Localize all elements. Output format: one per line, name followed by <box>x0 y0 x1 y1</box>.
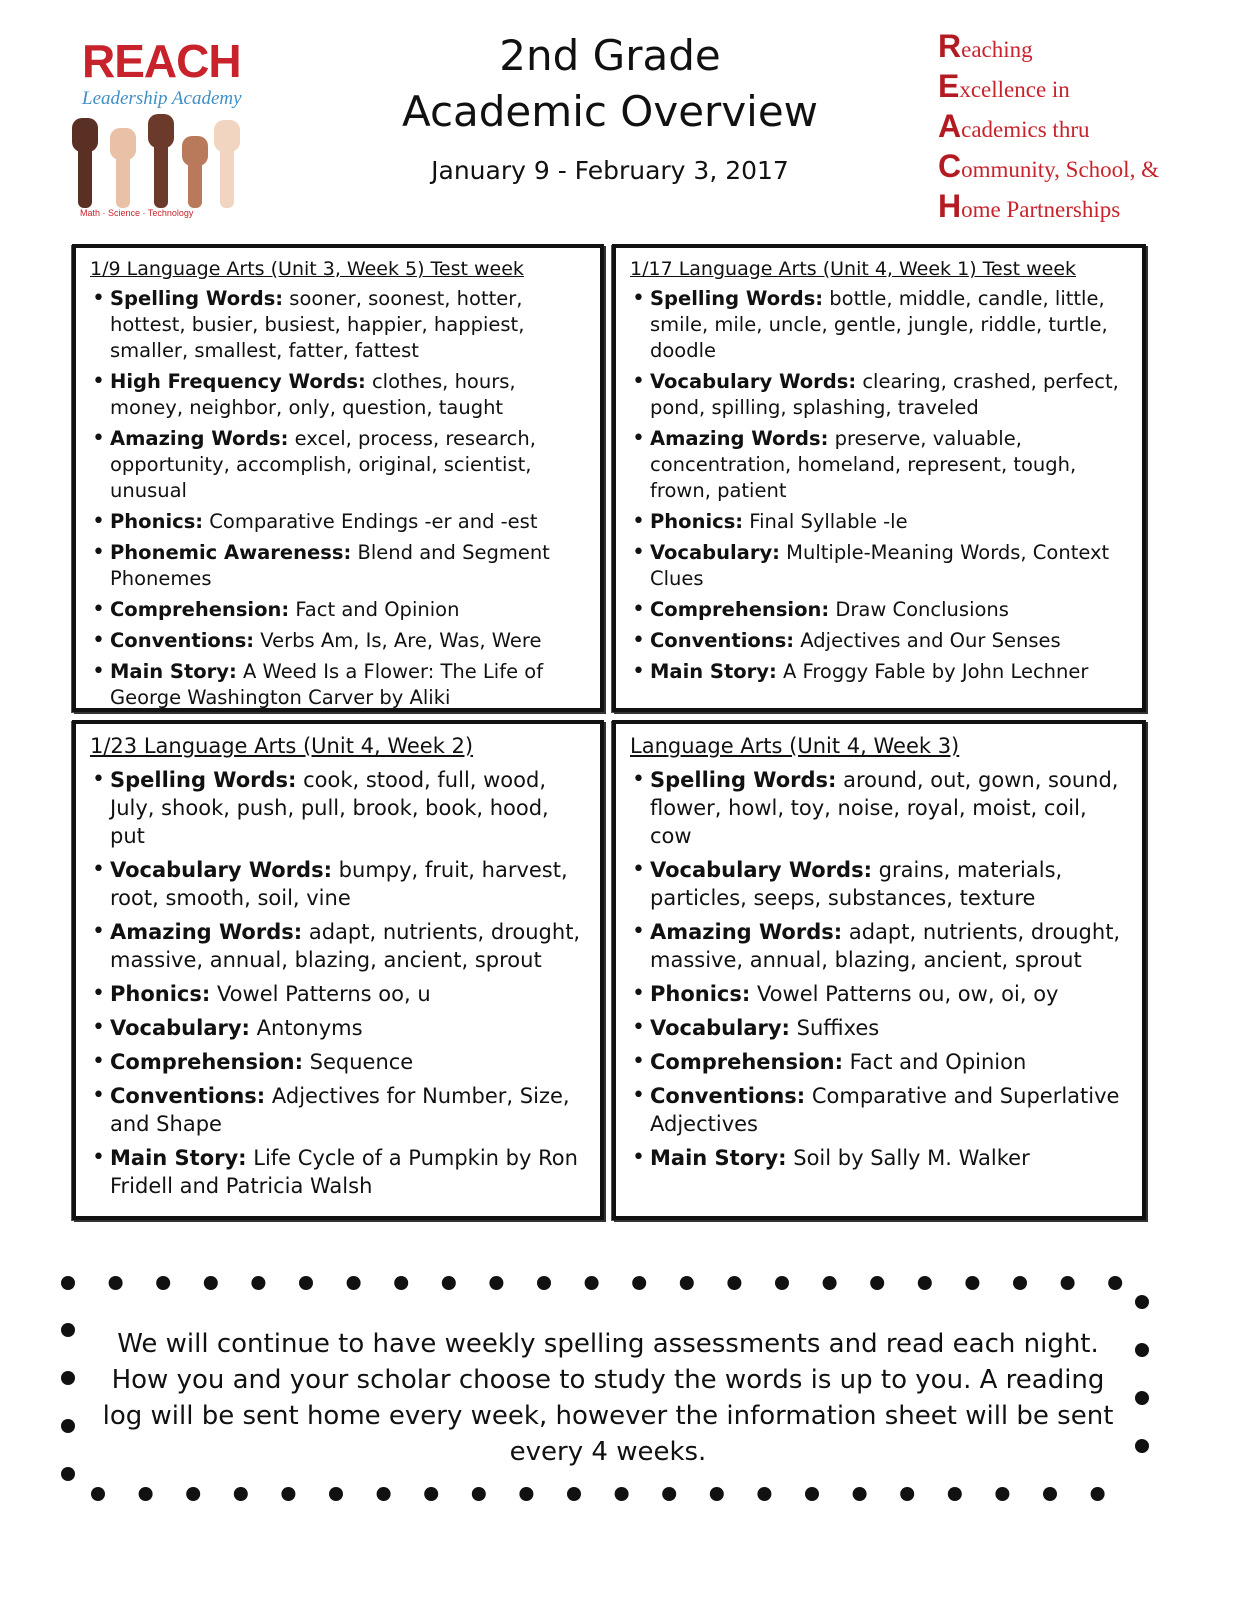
item-text: Antonyms <box>249 1016 363 1040</box>
item-label: Comprehension: <box>650 1050 843 1074</box>
border-dot <box>139 1487 153 1501</box>
border-dot <box>519 1487 533 1501</box>
border-dot <box>680 1276 694 1290</box>
item-text: Final Syllable -le <box>743 510 908 533</box>
border-dot <box>156 1276 170 1290</box>
item-text: clearing, crashed, perfect, pond, spilling, splashing, traveled <box>650 370 1119 419</box>
border-dot <box>1043 1487 1057 1501</box>
item-text: Adjectives for Number, Size, and Shape <box>110 1084 570 1136</box>
acrostic-letter: E <box>938 68 960 104</box>
item-text: clothes, hours, money, neighbor, only, question, taught <box>110 370 516 419</box>
item-label: Phonics: <box>110 982 211 1006</box>
border-dot <box>537 1276 551 1290</box>
item-label: Phonics: <box>650 510 744 533</box>
item-text: Verbs Am, Is, Are, Was, Were <box>254 629 542 652</box>
border-dot <box>442 1276 456 1290</box>
border-dot <box>61 1276 75 1290</box>
item-label: Main Story: <box>650 660 777 683</box>
item-label: Amazing Words: <box>110 920 303 944</box>
acrostic-word: eaching <box>961 37 1033 62</box>
border-dot <box>965 1276 979 1290</box>
item-label: Vocabulary Words: <box>650 370 857 393</box>
border-dot <box>1135 1343 1149 1357</box>
item-label: Main Story: <box>110 660 237 683</box>
border-dot <box>1135 1391 1149 1405</box>
footer-note: We will continue to have weekly spelling assessments and read each night. How you and your scholar choose to study the words is up to you. A reading log will be sent home every week, however the information sheet will be sent every 4 weeks. <box>102 1329 1114 1467</box>
item-label: Conventions: <box>110 1084 266 1108</box>
acrostic-letter: A <box>938 108 962 144</box>
border-dot <box>377 1487 391 1501</box>
item-label: Spelling Words: <box>110 768 297 792</box>
item-label: Spelling Words: <box>650 768 837 792</box>
border-dot <box>1135 1439 1149 1453</box>
item-label: Spelling Words: <box>110 287 284 310</box>
item-text: adapt, nutrients, drought, massive, annual, blazing, ancient, sprout <box>650 920 1121 972</box>
border-dot <box>251 1276 265 1290</box>
border-dot <box>870 1276 884 1290</box>
border-dot <box>710 1487 724 1501</box>
item-label: Phonemic Awareness: <box>110 541 352 564</box>
item-text: Fact and Opinion <box>842 1050 1027 1074</box>
item-label: Vocabulary: <box>650 1016 790 1040</box>
border-dot <box>775 1276 789 1290</box>
item-text: Vowel Patterns ou, ow, oi, oy <box>750 982 1059 1006</box>
border-dot <box>424 1487 438 1501</box>
item-label: Comprehension: <box>110 598 290 621</box>
item-text: Adjectives and Our Senses <box>794 629 1061 652</box>
item-label: Vocabulary Words: <box>110 858 332 882</box>
page-title: Academic Overview <box>401 87 819 136</box>
item-label: High Frequency Words: <box>110 370 366 393</box>
border-dot <box>186 1487 200 1501</box>
item-label: Main Story: <box>650 1146 787 1170</box>
week-box-title: Language Arts (Unit 4, Week 3) <box>630 734 960 758</box>
border-dot <box>757 1487 771 1501</box>
item-label: Vocabulary: <box>650 541 780 564</box>
border-dot <box>1013 1276 1027 1290</box>
item-text: Soil by Sally M. Walker <box>786 1146 1030 1170</box>
item-text: Fact and Opinion <box>289 598 460 621</box>
border-dot <box>1135 1295 1149 1309</box>
item-label: Comprehension: <box>110 1050 303 1074</box>
item-text: grains, materials, particles, seeps, substances, texture <box>650 858 1063 910</box>
border-dot <box>567 1487 581 1501</box>
border-dot <box>281 1487 295 1501</box>
acrostic-letter: C <box>938 148 962 184</box>
border-dot <box>329 1487 343 1501</box>
item-text: Comparative and Superlative Adjectives <box>650 1084 1120 1136</box>
acrostic-word: ommunity, School, & <box>961 157 1159 182</box>
page-title-grade: 2nd Grade <box>499 31 721 80</box>
item-label: Amazing Words: <box>110 427 289 450</box>
border-dot <box>662 1487 676 1501</box>
logo-tagline: Math · Science · Technology <box>80 208 194 218</box>
acrostic-word: xcellence in <box>959 77 1070 102</box>
border-dot <box>995 1487 1009 1501</box>
border-dot <box>1091 1487 1105 1501</box>
item-text: cook, stood, full, wood, July, shook, push, pull, brook, book, hood, put <box>110 768 549 848</box>
border-dot <box>615 1487 629 1501</box>
border-dot <box>918 1276 932 1290</box>
week-box-title: 1/9 Language Arts (Unit 3, Week 5) Test week <box>90 258 524 280</box>
border-dot <box>823 1276 837 1290</box>
border-dot <box>61 1323 75 1337</box>
item-text: Life Cycle of a Pumpkin by Ron Fridell and Patricia Walsh <box>110 1146 578 1198</box>
item-text: adapt, nutrients, drought, massive, annual, blazing, ancient, sprout <box>110 920 581 972</box>
border-dot <box>299 1276 313 1290</box>
item-label: Conventions: <box>650 629 795 652</box>
acrostic-word: ome Partnerships <box>961 197 1121 222</box>
border-dot <box>489 1276 503 1290</box>
border-dot <box>61 1467 75 1481</box>
item-text: excel, process, research, opportunity, accomplish, original, scientist, unusual <box>110 427 536 502</box>
item-text: A Weed Is a Flower: The Life of George Washington Carver by Aliki <box>110 660 544 709</box>
acrostic-letter: H <box>938 188 962 224</box>
border-dot <box>109 1276 123 1290</box>
item-label: Conventions: <box>110 629 255 652</box>
logo-subtitle: Leadership Academy <box>82 88 242 109</box>
item-label: Vocabulary: <box>110 1016 250 1040</box>
border-dot <box>394 1276 408 1290</box>
item-text: Comparative Endings -er and -est <box>203 510 538 533</box>
item-text: Draw Conclusions <box>829 598 1009 621</box>
item-label: Phonics: <box>110 510 204 533</box>
border-dot <box>1061 1276 1075 1290</box>
week-box-title: 1/23 Language Arts (Unit 4, Week 2) <box>90 734 474 758</box>
item-text: Vowel Patterns oo, u <box>210 982 431 1006</box>
border-dot <box>585 1276 599 1290</box>
item-text: around, out, gown, sound, flower, howl, toy, noise, royal, moist, coil, cow <box>650 768 1119 848</box>
border-dot <box>948 1487 962 1501</box>
border-dot <box>632 1276 646 1290</box>
item-label: Spelling Words: <box>650 287 824 310</box>
item-label: Comprehension: <box>650 598 830 621</box>
border-dot <box>61 1371 75 1385</box>
item-label: Phonics: <box>650 982 751 1006</box>
border-dot <box>727 1276 741 1290</box>
item-label: Conventions: <box>650 1084 806 1108</box>
border-dot <box>472 1487 486 1501</box>
week-box-title: 1/17 Language Arts (Unit 4, Week 1) Test week <box>630 258 1077 280</box>
item-label: Vocabulary Words: <box>650 858 872 882</box>
logo-brand: REACH <box>82 35 241 87</box>
acrostic-letter: R <box>938 28 962 64</box>
item-label: Amazing Words: <box>650 920 843 944</box>
border-dot <box>853 1487 867 1501</box>
item-text: bottle, middle, candle, little, smile, mile, uncle, gentle, jungle, riddle, turtle, doodle <box>650 287 1108 362</box>
border-dot <box>61 1419 75 1433</box>
item-text: bumpy, fruit, harvest, root, smooth, soil, vine <box>110 858 568 910</box>
border-dot <box>91 1487 105 1501</box>
item-text: Multiple-Meaning Words, Context Clues <box>650 541 1110 590</box>
item-text: Blend and Segment Phonemes <box>110 541 550 590</box>
date-range: January 9 - February 3, 2017 <box>431 156 789 185</box>
item-label: Amazing Words: <box>650 427 829 450</box>
acrostic-word: cademics thru <box>961 117 1090 142</box>
border-dot <box>1108 1276 1122 1290</box>
border-dot <box>204 1276 218 1290</box>
item-text: sooner, soonest, hotter, hottest, busier, busiest, happier, happiest, smaller, smallest, fatter, fattest <box>110 287 525 362</box>
border-dot <box>805 1487 819 1501</box>
item-text: Suffixes <box>789 1016 880 1040</box>
item-label: Main Story: <box>110 1146 247 1170</box>
item-text: Sequence <box>302 1050 414 1074</box>
border-dot <box>234 1487 248 1501</box>
border-dot <box>900 1487 914 1501</box>
item-text: preserve, valuable, concentration, homeland, represent, tough, frown, patient <box>650 427 1077 502</box>
border-dot <box>347 1276 361 1290</box>
item-text: A Froggy Fable by John Lechner <box>776 660 1089 683</box>
